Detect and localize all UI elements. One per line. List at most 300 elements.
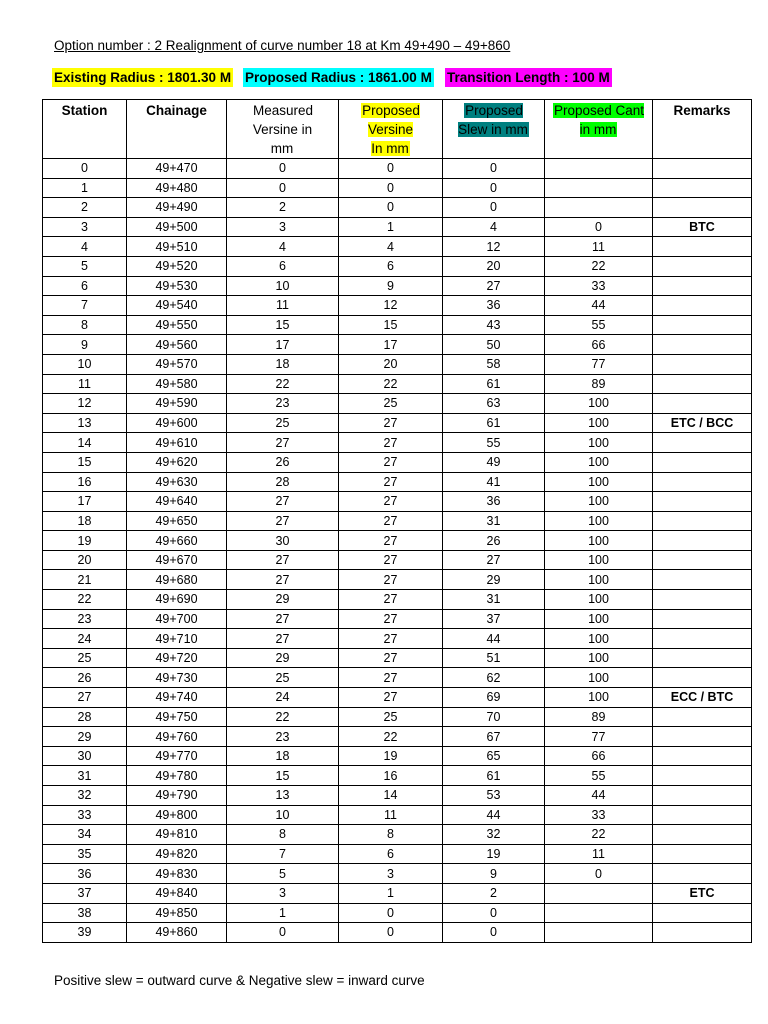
cell-measured-versine: 3 (227, 217, 339, 237)
cell-station: 28 (43, 707, 127, 727)
cell-proposed-cant: 22 (545, 256, 653, 276)
cell-proposed-slew: 36 (443, 492, 545, 512)
cell-measured-versine: 18 (227, 354, 339, 374)
cell-proposed-cant: 55 (545, 766, 653, 786)
cell-proposed-versine: 27 (339, 511, 443, 531)
cell-chainage: 49+480 (127, 178, 227, 198)
cell-proposed-cant: 100 (545, 668, 653, 688)
cell-chainage: 49+630 (127, 472, 227, 492)
cell-proposed-cant: 100 (545, 629, 653, 649)
cell-proposed-versine: 0 (339, 159, 443, 179)
cell-proposed-cant: 100 (545, 531, 653, 551)
cell-proposed-slew: 37 (443, 609, 545, 629)
cell-chainage: 49+830 (127, 864, 227, 884)
cell-station: 24 (43, 629, 127, 649)
cell-station: 18 (43, 511, 127, 531)
cell-measured-versine: 24 (227, 688, 339, 708)
cell-measured-versine: 27 (227, 609, 339, 629)
table-row (43, 237, 752, 257)
cell-chainage: 49+770 (127, 746, 227, 766)
cell-measured-versine: 27 (227, 492, 339, 512)
column-header-measured-versine (227, 100, 339, 159)
table-row (43, 844, 752, 864)
table-row (43, 903, 752, 923)
cell-proposed-slew: 2 (443, 883, 545, 903)
cell-proposed-slew: 61 (443, 766, 545, 786)
cell-measured-versine: 6 (227, 256, 339, 276)
cell-proposed-cant: 100 (545, 394, 653, 414)
cell-proposed-versine: 0 (339, 178, 443, 198)
cell-station: 10 (43, 354, 127, 374)
column-header-proposed-cant (545, 100, 653, 159)
cell-remarks (653, 550, 752, 570)
cell-proposed-cant: 89 (545, 707, 653, 727)
cell-remarks (653, 668, 752, 688)
cell-proposed-cant: 100 (545, 688, 653, 708)
cell-measured-versine: 5 (227, 864, 339, 884)
cell-remarks (653, 707, 752, 727)
cell-remarks (653, 923, 752, 943)
cell-proposed-versine: 27 (339, 550, 443, 570)
cell-chainage: 49+680 (127, 570, 227, 590)
cell-proposed-versine: 27 (339, 688, 443, 708)
cell-proposed-versine: 27 (339, 472, 443, 492)
table-row (43, 707, 752, 727)
cell-measured-versine: 27 (227, 570, 339, 590)
cell-proposed-slew: 0 (443, 159, 545, 179)
cell-proposed-cant: 100 (545, 648, 653, 668)
cell-proposed-slew: 50 (443, 335, 545, 355)
table-row (43, 394, 752, 414)
cell-proposed-cant (545, 903, 653, 923)
cell-proposed-cant (545, 178, 653, 198)
table-row (43, 550, 752, 570)
column-header-chainage (127, 100, 227, 159)
cell-chainage: 49+820 (127, 844, 227, 864)
cell-proposed-versine: 27 (339, 609, 443, 629)
column-header-text (361, 103, 420, 156)
cell-chainage: 49+670 (127, 550, 227, 570)
cell-measured-versine: 26 (227, 452, 339, 472)
cell-proposed-slew: 4 (443, 217, 545, 237)
cell-station: 33 (43, 805, 127, 825)
footer-note: Positive slew = outward curve & Negative slew = inward curve (54, 973, 425, 988)
cell-remarks (653, 727, 752, 747)
cell-station: 22 (43, 590, 127, 610)
cell-remarks (653, 452, 752, 472)
cell-chainage: 49+700 (127, 609, 227, 629)
cell-station: 6 (43, 276, 127, 296)
cell-proposed-slew: 62 (443, 668, 545, 688)
cell-proposed-versine: 6 (339, 844, 443, 864)
transition-length-label: Transition Length : 100 M (447, 70, 610, 85)
cell-remarks (653, 844, 752, 864)
cell-chainage: 49+510 (127, 237, 227, 257)
document-title: Option number : 2 Realignment of curve number 18 at Km 49+490 – 49+860 (54, 38, 511, 53)
cell-proposed-versine: 22 (339, 374, 443, 394)
column-header-text (458, 103, 529, 137)
cell-proposed-versine: 27 (339, 433, 443, 453)
cell-proposed-slew: 55 (443, 433, 545, 453)
cell-proposed-versine: 27 (339, 648, 443, 668)
cell-remarks (653, 492, 752, 512)
curve-realignment-table (42, 99, 752, 943)
table-row (43, 648, 752, 668)
cell-remarks (653, 472, 752, 492)
proposed-radius-label: Proposed Radius : 1861.00 M (245, 70, 432, 85)
cell-proposed-slew: 31 (443, 511, 545, 531)
cell-proposed-cant (545, 883, 653, 903)
cell-station: 36 (43, 864, 127, 884)
cell-proposed-versine: 1 (339, 883, 443, 903)
cell-proposed-slew: 20 (443, 256, 545, 276)
cell-proposed-versine: 27 (339, 492, 443, 512)
cell-proposed-cant: 100 (545, 550, 653, 570)
table-row (43, 472, 752, 492)
cell-chainage: 49+850 (127, 903, 227, 923)
cell-chainage: 49+500 (127, 217, 227, 237)
cell-proposed-versine: 16 (339, 766, 443, 786)
cell-remarks: BTC (653, 217, 752, 237)
table-row (43, 492, 752, 512)
column-header-text (145, 103, 208, 118)
cell-proposed-versine: 27 (339, 590, 443, 610)
cell-station: 12 (43, 394, 127, 414)
cell-proposed-versine: 25 (339, 707, 443, 727)
cell-proposed-versine: 27 (339, 668, 443, 688)
cell-measured-versine: 25 (227, 413, 339, 433)
cell-station: 23 (43, 609, 127, 629)
cell-chainage: 49+660 (127, 531, 227, 551)
cell-remarks (653, 276, 752, 296)
cell-measured-versine: 18 (227, 746, 339, 766)
cell-measured-versine: 29 (227, 648, 339, 668)
cell-proposed-slew: 0 (443, 198, 545, 218)
cell-proposed-versine: 17 (339, 335, 443, 355)
cell-proposed-slew: 51 (443, 648, 545, 668)
cell-station: 34 (43, 825, 127, 845)
cell-proposed-cant: 100 (545, 433, 653, 453)
cell-station: 5 (43, 256, 127, 276)
cell-station: 30 (43, 746, 127, 766)
cell-proposed-cant: 100 (545, 413, 653, 433)
cell-proposed-slew: 44 (443, 805, 545, 825)
cell-remarks (653, 629, 752, 649)
cell-proposed-cant: 100 (545, 609, 653, 629)
cell-measured-versine: 7 (227, 844, 339, 864)
cell-proposed-versine: 1 (339, 217, 443, 237)
table-row (43, 511, 752, 531)
column-header-line: Chainage (146, 103, 207, 118)
cell-chainage: 49+760 (127, 727, 227, 747)
cell-chainage: 49+570 (127, 354, 227, 374)
cell-proposed-cant: 100 (545, 472, 653, 492)
cell-remarks (653, 903, 752, 923)
table-row (43, 198, 752, 218)
cell-proposed-cant: 0 (545, 217, 653, 237)
table-row (43, 217, 752, 237)
cell-chainage: 49+470 (127, 159, 227, 179)
cell-proposed-cant (545, 198, 653, 218)
cell-proposed-cant: 100 (545, 570, 653, 590)
column-header-line: Versine in (252, 122, 313, 137)
cell-chainage: 49+530 (127, 276, 227, 296)
table-row (43, 178, 752, 198)
cell-chainage: 49+810 (127, 825, 227, 845)
cell-measured-versine: 8 (227, 825, 339, 845)
cell-proposed-versine: 27 (339, 570, 443, 590)
cell-measured-versine: 28 (227, 472, 339, 492)
cell-remarks (653, 766, 752, 786)
cell-station: 13 (43, 413, 127, 433)
cell-measured-versine: 13 (227, 786, 339, 806)
table-row (43, 433, 752, 453)
cell-measured-versine: 11 (227, 296, 339, 316)
cell-station: 7 (43, 296, 127, 316)
cell-measured-versine: 29 (227, 590, 339, 610)
column-header-proposed-slew (443, 100, 545, 159)
table-row (43, 413, 752, 433)
cell-proposed-cant: 100 (545, 511, 653, 531)
column-header-line: Proposed (465, 103, 523, 118)
column-header-proposed-versine (339, 100, 443, 159)
cell-chainage: 49+600 (127, 413, 227, 433)
cell-proposed-slew: 0 (443, 178, 545, 198)
table-row (43, 688, 752, 708)
cell-measured-versine: 10 (227, 805, 339, 825)
cell-remarks (653, 433, 752, 453)
cell-remarks (653, 394, 752, 414)
cell-proposed-versine: 27 (339, 413, 443, 433)
cell-station: 14 (43, 433, 127, 453)
cell-proposed-versine: 12 (339, 296, 443, 316)
table-row (43, 923, 752, 943)
cell-measured-versine: 0 (227, 159, 339, 179)
cell-station: 21 (43, 570, 127, 590)
cell-remarks (653, 825, 752, 845)
cell-station: 17 (43, 492, 127, 512)
cell-chainage: 49+650 (127, 511, 227, 531)
table-row (43, 609, 752, 629)
cell-proposed-versine: 4 (339, 237, 443, 257)
column-header-line: in mm (579, 122, 617, 137)
cell-chainage: 49+520 (127, 256, 227, 276)
cell-measured-versine: 4 (227, 237, 339, 257)
cell-proposed-slew: 26 (443, 531, 545, 551)
cell-station: 29 (43, 727, 127, 747)
column-header-line: Remarks (673, 103, 731, 118)
table-row (43, 335, 752, 355)
cell-proposed-slew: 67 (443, 727, 545, 747)
cell-measured-versine: 23 (227, 727, 339, 747)
table-row (43, 159, 752, 179)
cell-chainage: 49+800 (127, 805, 227, 825)
cell-proposed-cant: 66 (545, 746, 653, 766)
cell-remarks (653, 354, 752, 374)
cell-chainage: 49+690 (127, 590, 227, 610)
cell-proposed-versine: 6 (339, 256, 443, 276)
cell-proposed-cant: 33 (545, 276, 653, 296)
cell-remarks (653, 864, 752, 884)
cell-proposed-slew: 69 (443, 688, 545, 708)
column-header-text (61, 103, 109, 118)
column-header-line: In mm (371, 141, 409, 156)
cell-proposed-slew: 49 (443, 452, 545, 472)
column-header-line: Versine (367, 122, 414, 137)
cell-measured-versine: 0 (227, 178, 339, 198)
cell-remarks: ETC / BCC (653, 413, 752, 433)
cell-station: 25 (43, 648, 127, 668)
column-header-remarks (653, 100, 752, 159)
cell-proposed-slew: 43 (443, 315, 545, 335)
cell-proposed-versine: 25 (339, 394, 443, 414)
cell-proposed-cant: 77 (545, 354, 653, 374)
parameter-bar (0, 68, 768, 88)
cell-remarks (653, 159, 752, 179)
cell-proposed-versine: 22 (339, 727, 443, 747)
cell-proposed-slew: 58 (443, 354, 545, 374)
cell-measured-versine: 27 (227, 550, 339, 570)
cell-remarks (653, 609, 752, 629)
cell-proposed-slew: 44 (443, 629, 545, 649)
cell-station: 31 (43, 766, 127, 786)
cell-station: 16 (43, 472, 127, 492)
cell-measured-versine: 27 (227, 511, 339, 531)
cell-proposed-cant: 11 (545, 237, 653, 257)
cell-chainage: 49+740 (127, 688, 227, 708)
cell-proposed-cant: 33 (545, 805, 653, 825)
header-row (43, 100, 752, 159)
cell-proposed-versine: 3 (339, 864, 443, 884)
column-header-line: mm (270, 141, 294, 156)
cell-remarks (653, 256, 752, 276)
cell-station: 32 (43, 786, 127, 806)
table-row (43, 766, 752, 786)
cell-proposed-versine: 14 (339, 786, 443, 806)
cell-proposed-cant: 100 (545, 452, 653, 472)
cell-station: 15 (43, 452, 127, 472)
column-header-text (553, 103, 644, 137)
cell-proposed-cant (545, 159, 653, 179)
cell-chainage: 49+780 (127, 766, 227, 786)
cell-remarks (653, 315, 752, 335)
cell-proposed-cant: 0 (545, 864, 653, 884)
cell-chainage: 49+610 (127, 433, 227, 453)
cell-chainage: 49+550 (127, 315, 227, 335)
cell-station: 2 (43, 198, 127, 218)
cell-remarks (653, 805, 752, 825)
cell-measured-versine: 10 (227, 276, 339, 296)
cell-proposed-cant (545, 923, 653, 943)
cell-proposed-cant: 66 (545, 335, 653, 355)
cell-chainage: 49+580 (127, 374, 227, 394)
cell-proposed-versine: 20 (339, 354, 443, 374)
cell-proposed-slew: 36 (443, 296, 545, 316)
cell-measured-versine: 22 (227, 707, 339, 727)
cell-proposed-versine: 0 (339, 903, 443, 923)
cell-proposed-cant: 44 (545, 296, 653, 316)
cell-remarks (653, 746, 752, 766)
cell-station: 0 (43, 159, 127, 179)
cell-remarks (653, 531, 752, 551)
cell-measured-versine: 23 (227, 394, 339, 414)
cell-proposed-slew: 61 (443, 413, 545, 433)
cell-measured-versine: 15 (227, 766, 339, 786)
cell-proposed-slew: 29 (443, 570, 545, 590)
cell-proposed-slew: 63 (443, 394, 545, 414)
cell-chainage: 49+640 (127, 492, 227, 512)
cell-chainage: 49+590 (127, 394, 227, 414)
cell-proposed-versine: 0 (339, 923, 443, 943)
table-row (43, 296, 752, 316)
cell-station: 11 (43, 374, 127, 394)
cell-remarks: ECC / BTC (653, 688, 752, 708)
table-row (43, 825, 752, 845)
table-row (43, 315, 752, 335)
column-header-text (252, 103, 313, 156)
cell-remarks (653, 570, 752, 590)
cell-proposed-cant: 55 (545, 315, 653, 335)
cell-chainage: 49+730 (127, 668, 227, 688)
table-row (43, 276, 752, 296)
cell-proposed-versine: 27 (339, 629, 443, 649)
cell-remarks (653, 335, 752, 355)
cell-proposed-slew: 65 (443, 746, 545, 766)
cell-measured-versine: 2 (227, 198, 339, 218)
cell-chainage: 49+840 (127, 883, 227, 903)
cell-proposed-slew: 19 (443, 844, 545, 864)
cell-station: 1 (43, 178, 127, 198)
cell-measured-versine: 27 (227, 433, 339, 453)
cell-measured-versine: 30 (227, 531, 339, 551)
table-row (43, 531, 752, 551)
cell-remarks: ETC (653, 883, 752, 903)
cell-measured-versine: 17 (227, 335, 339, 355)
table-row (43, 786, 752, 806)
cell-proposed-slew: 31 (443, 590, 545, 610)
cell-remarks (653, 374, 752, 394)
column-header-line: Slew in mm (458, 122, 528, 137)
cell-proposed-versine: 27 (339, 452, 443, 472)
cell-proposed-slew: 27 (443, 276, 545, 296)
cell-remarks (653, 590, 752, 610)
cell-station: 20 (43, 550, 127, 570)
cell-station: 8 (43, 315, 127, 335)
cell-proposed-versine: 0 (339, 198, 443, 218)
cell-measured-versine: 15 (227, 315, 339, 335)
cell-remarks (653, 237, 752, 257)
cell-proposed-versine: 11 (339, 805, 443, 825)
table-body (43, 159, 752, 943)
cell-station: 35 (43, 844, 127, 864)
cell-proposed-cant: 77 (545, 727, 653, 747)
table-row (43, 452, 752, 472)
cell-proposed-versine: 19 (339, 746, 443, 766)
cell-station: 26 (43, 668, 127, 688)
cell-measured-versine: 3 (227, 883, 339, 903)
cell-station: 27 (43, 688, 127, 708)
cell-proposed-slew: 70 (443, 707, 545, 727)
cell-proposed-cant: 22 (545, 825, 653, 845)
cell-remarks (653, 648, 752, 668)
column-header-line: Proposed Cant (553, 103, 645, 118)
cell-chainage: 49+750 (127, 707, 227, 727)
table-row (43, 590, 752, 610)
cell-chainage: 49+860 (127, 923, 227, 943)
column-header-text (672, 103, 731, 118)
table-row (43, 570, 752, 590)
cell-proposed-versine: 15 (339, 315, 443, 335)
